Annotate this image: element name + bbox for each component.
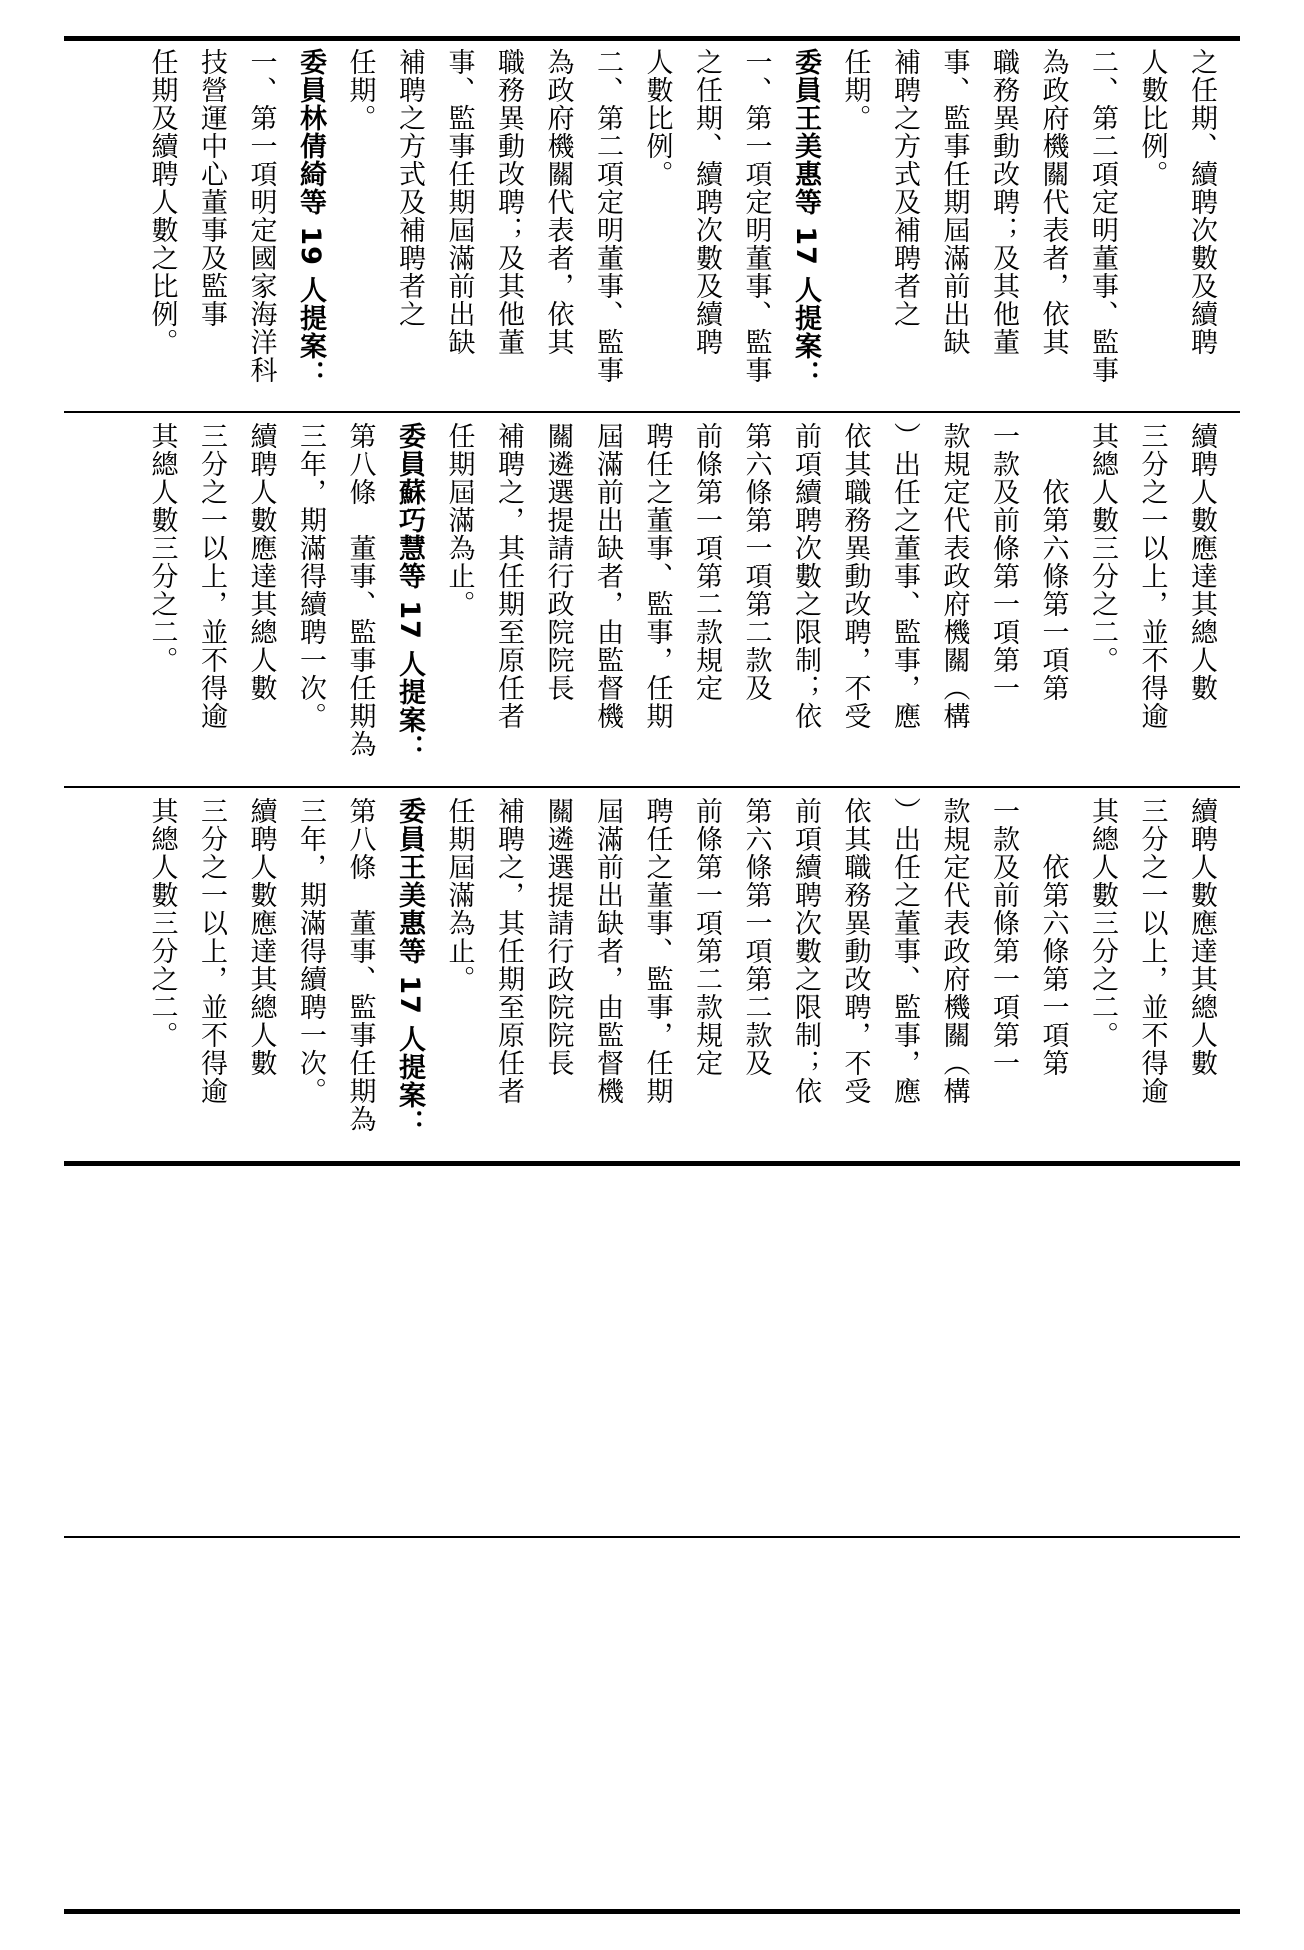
text-line: 其總人數三分之二。: [1087, 797, 1118, 1049]
text-line: 二、第二項定明董事、監事: [1087, 48, 1118, 384]
text-line: 其總人數三分之二。: [1087, 422, 1118, 674]
text-line: 任期。: [839, 48, 871, 132]
text-line: 依第六條第一項第: [1037, 797, 1069, 1077]
text-line: 款規定代表政府機關（構: [938, 797, 970, 1105]
text-line: 人數比例。: [641, 48, 673, 188]
text-line: 職務異動改聘；及其他董: [493, 48, 524, 356]
text-line: 補聘之，其任期至原任者: [493, 422, 524, 730]
text-line: 一款及前條第一項第一: [988, 422, 1019, 702]
text-line: ）出任之董事、監事，應: [889, 422, 920, 730]
text-line: 三分之一以上，並不得逾: [1136, 797, 1168, 1105]
text-line: 任期屆滿為止。: [443, 422, 475, 618]
text-line: 技營運中心董事及監事: [196, 48, 227, 328]
text-line: 任期。: [344, 48, 376, 132]
text-line: 前項續聘次數之限制；依: [790, 422, 821, 730]
text-line: 一款及前條第一項第一: [988, 797, 1019, 1077]
text-line: 續聘人數應達其總人數: [1186, 422, 1217, 702]
text-line: 關遴選提請行政院院長: [542, 797, 574, 1077]
text-line: 依第六條第一項第: [1037, 422, 1069, 702]
text-line: 三年，期滿得續聘一次。: [295, 422, 326, 730]
section-empty-2: [64, 1539, 1240, 1909]
section-empty-1: [64, 1166, 1240, 1536]
text-line: 為政府機關代表者，依其: [542, 48, 574, 356]
text-line: 補聘之，其任期至原任者: [493, 797, 524, 1105]
proposal-heading: 委員林倩綺等 19 人提案：: [295, 48, 326, 389]
text-line: 前條第一項第二款規定: [691, 797, 722, 1077]
text-line: 一、第一項定明董事、監事: [740, 48, 772, 384]
text-line: 第八條 董事、監事任期為: [344, 422, 376, 758]
text-line: 聘任之董事、監事，任期: [641, 797, 673, 1105]
text-line: 聘任之董事、監事，任期: [641, 422, 673, 730]
text-line: 第六條第一項第二款及: [740, 797, 772, 1077]
text-line: 其總人數三分之二。: [146, 797, 178, 1049]
section-middle: [64, 414, 1240, 787]
text-line: 款規定代表政府機關（構: [938, 422, 970, 730]
table-bottom-rule: [64, 1909, 1240, 1914]
text-line: 事、監事任期屆滿前出缺: [938, 48, 970, 356]
section-top: [64, 40, 1240, 412]
text-line: 二、第二項定明董事、監事: [592, 48, 623, 384]
text-line: 屆滿前出缺者，由監督機: [592, 422, 623, 730]
text-line: 依其職務異動改聘，不受: [839, 797, 871, 1105]
text-line: 任期屆滿為止。: [443, 797, 475, 993]
text-line: 續聘人數應達其總人數: [245, 422, 277, 702]
text-line: 三年，期滿得續聘一次。: [295, 797, 326, 1105]
text-line: 前項續聘次數之限制；依: [790, 797, 821, 1105]
text-line: 其總人數三分之二。: [146, 422, 178, 674]
text-line: 屆滿前出缺者，由監督機: [592, 797, 623, 1105]
text-line: 補聘之方式及補聘者之: [889, 48, 920, 328]
text-line: 關遴選提請行政院院長: [542, 422, 574, 702]
text-line: 人數比例。: [1136, 48, 1168, 188]
text-line: 第八條 董事、監事任期為: [344, 797, 376, 1133]
text-line: 依其職務異動改聘，不受: [839, 422, 871, 730]
text-line: 三分之一以上，並不得逾: [196, 797, 227, 1105]
section-bottom: [64, 789, 1240, 1162]
text-line: 為政府機關代表者，依其: [1037, 48, 1069, 356]
proposal-heading: 委員王美惠等 17 人提案：: [790, 48, 821, 389]
proposal-heading: 委員王美惠等 17 人提案：: [394, 797, 425, 1138]
text-line: 任期及續聘人數之比例。: [146, 48, 178, 356]
text-line: 三分之一以上，並不得逾: [196, 422, 227, 730]
text-line: 補聘之方式及補聘者之: [394, 48, 425, 328]
text-line: 三分之一以上，並不得逾: [1136, 422, 1168, 730]
row-divider-1: [64, 411, 1240, 413]
text-line: 續聘人數應達其總人數: [1186, 797, 1217, 1077]
text-line: 一、第一項明定國家海洋科: [245, 48, 277, 384]
text-line: 事、監事任期屆滿前出缺: [443, 48, 475, 356]
row-divider-2: [64, 786, 1240, 788]
text-line: 前條第一項第二款規定: [691, 422, 722, 702]
text-line: 職務異動改聘；及其他董: [988, 48, 1019, 356]
text-line: 第六條第一項第二款及: [740, 422, 772, 702]
text-line: 之任期、續聘次數及續聘: [691, 48, 722, 356]
text-line: 續聘人數應達其總人數: [245, 797, 277, 1077]
proposal-heading: 委員蘇巧慧等 17 人提案：: [394, 422, 425, 763]
text-line: ）出任之董事、監事，應: [889, 797, 920, 1105]
row-divider-4: [64, 1536, 1240, 1538]
text-line: 之任期、續聘次數及續聘: [1186, 48, 1217, 356]
